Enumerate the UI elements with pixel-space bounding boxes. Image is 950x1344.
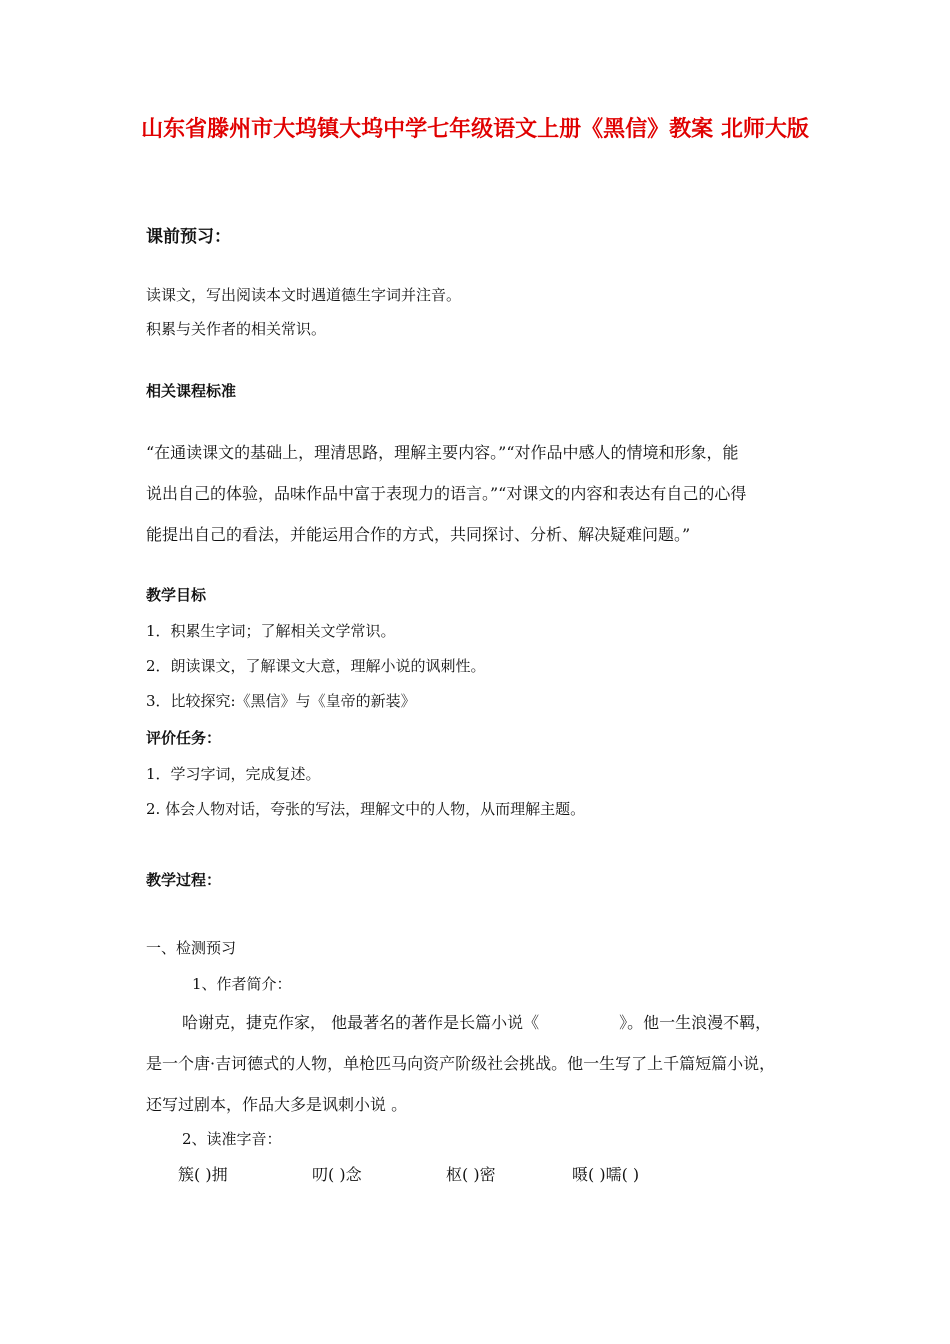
goals-heading: 教学目标 [146,586,207,604]
pinyin-exercise-row [0,1162,950,1186]
pinyin-item: 簇( )拥 [178,1165,228,1184]
goal-item: 2．朗读课文，了解课文大意，理解小说的讽刺性。 [146,657,486,675]
pinyin-item: 叨( )念 [312,1165,362,1184]
subsection-heading: 1、作者简介： [192,975,292,993]
standards-line: 说出自己的体验，品味作品中富于表现力的语言。”“对课文的内容和表达有自己的心得 [146,484,747,503]
process-heading: 教学过程： [146,871,222,889]
task-item: 1．学习字词，完成复述。 [146,765,321,783]
preview-line: 积累与关作者的相关常识。 [146,320,327,338]
task-item: 2. 体会人物对话，夸张的写法，理解文中的人物，从而理解主题。 [146,800,586,818]
standards-line: “在通读课文的基础上，理清思路，理解主要内容。”“对作品中感人的情境和形象，能 [146,443,739,462]
author-text: 》。他一生浪漫不羁， [619,1013,772,1032]
author-paragraph-line [182,1010,771,1033]
goal-item: 3．比较探究:《黑信》与《皇帝的新装》 [146,692,416,710]
tasks-heading: 评价任务： [146,729,222,747]
pinyin-item: 嗫( )嚅( ) [572,1165,640,1184]
section-heading: 一、检测预习 [146,939,237,957]
author-paragraph-line: 还写过剧本，作品大多是讽刺小说 。 [146,1095,408,1114]
subsection-heading: 2、读准字音： [182,1130,282,1148]
document-title: 山东省滕州市大坞镇大坞中学七年级语文上册《黑信》教案 北师大版 [141,117,809,142]
preview-heading: 课前预习： [146,227,231,247]
goal-item: 1．积累生字词；了解相关文学常识。 [146,622,396,640]
preview-line: 读课文，写出阅读本文时遇道德生字词并注音。 [146,286,462,304]
standards-line: 能提出自己的看法，并能运用合作的方式，共同探讨、分析、解决疑难问题。” [146,525,691,544]
pinyin-item: 枢( )密 [446,1165,496,1184]
author-text: 哈谢克，捷克作家， 他最著名的著作是长篇小说《 [182,1013,540,1032]
standards-heading: 相关课程标准 [146,382,237,400]
author-paragraph-line: 是一个唐·吉诃德式的人物，单枪匹马向资产阶级社会挑战。他一生写了上千篇短篇小说， [146,1054,776,1073]
